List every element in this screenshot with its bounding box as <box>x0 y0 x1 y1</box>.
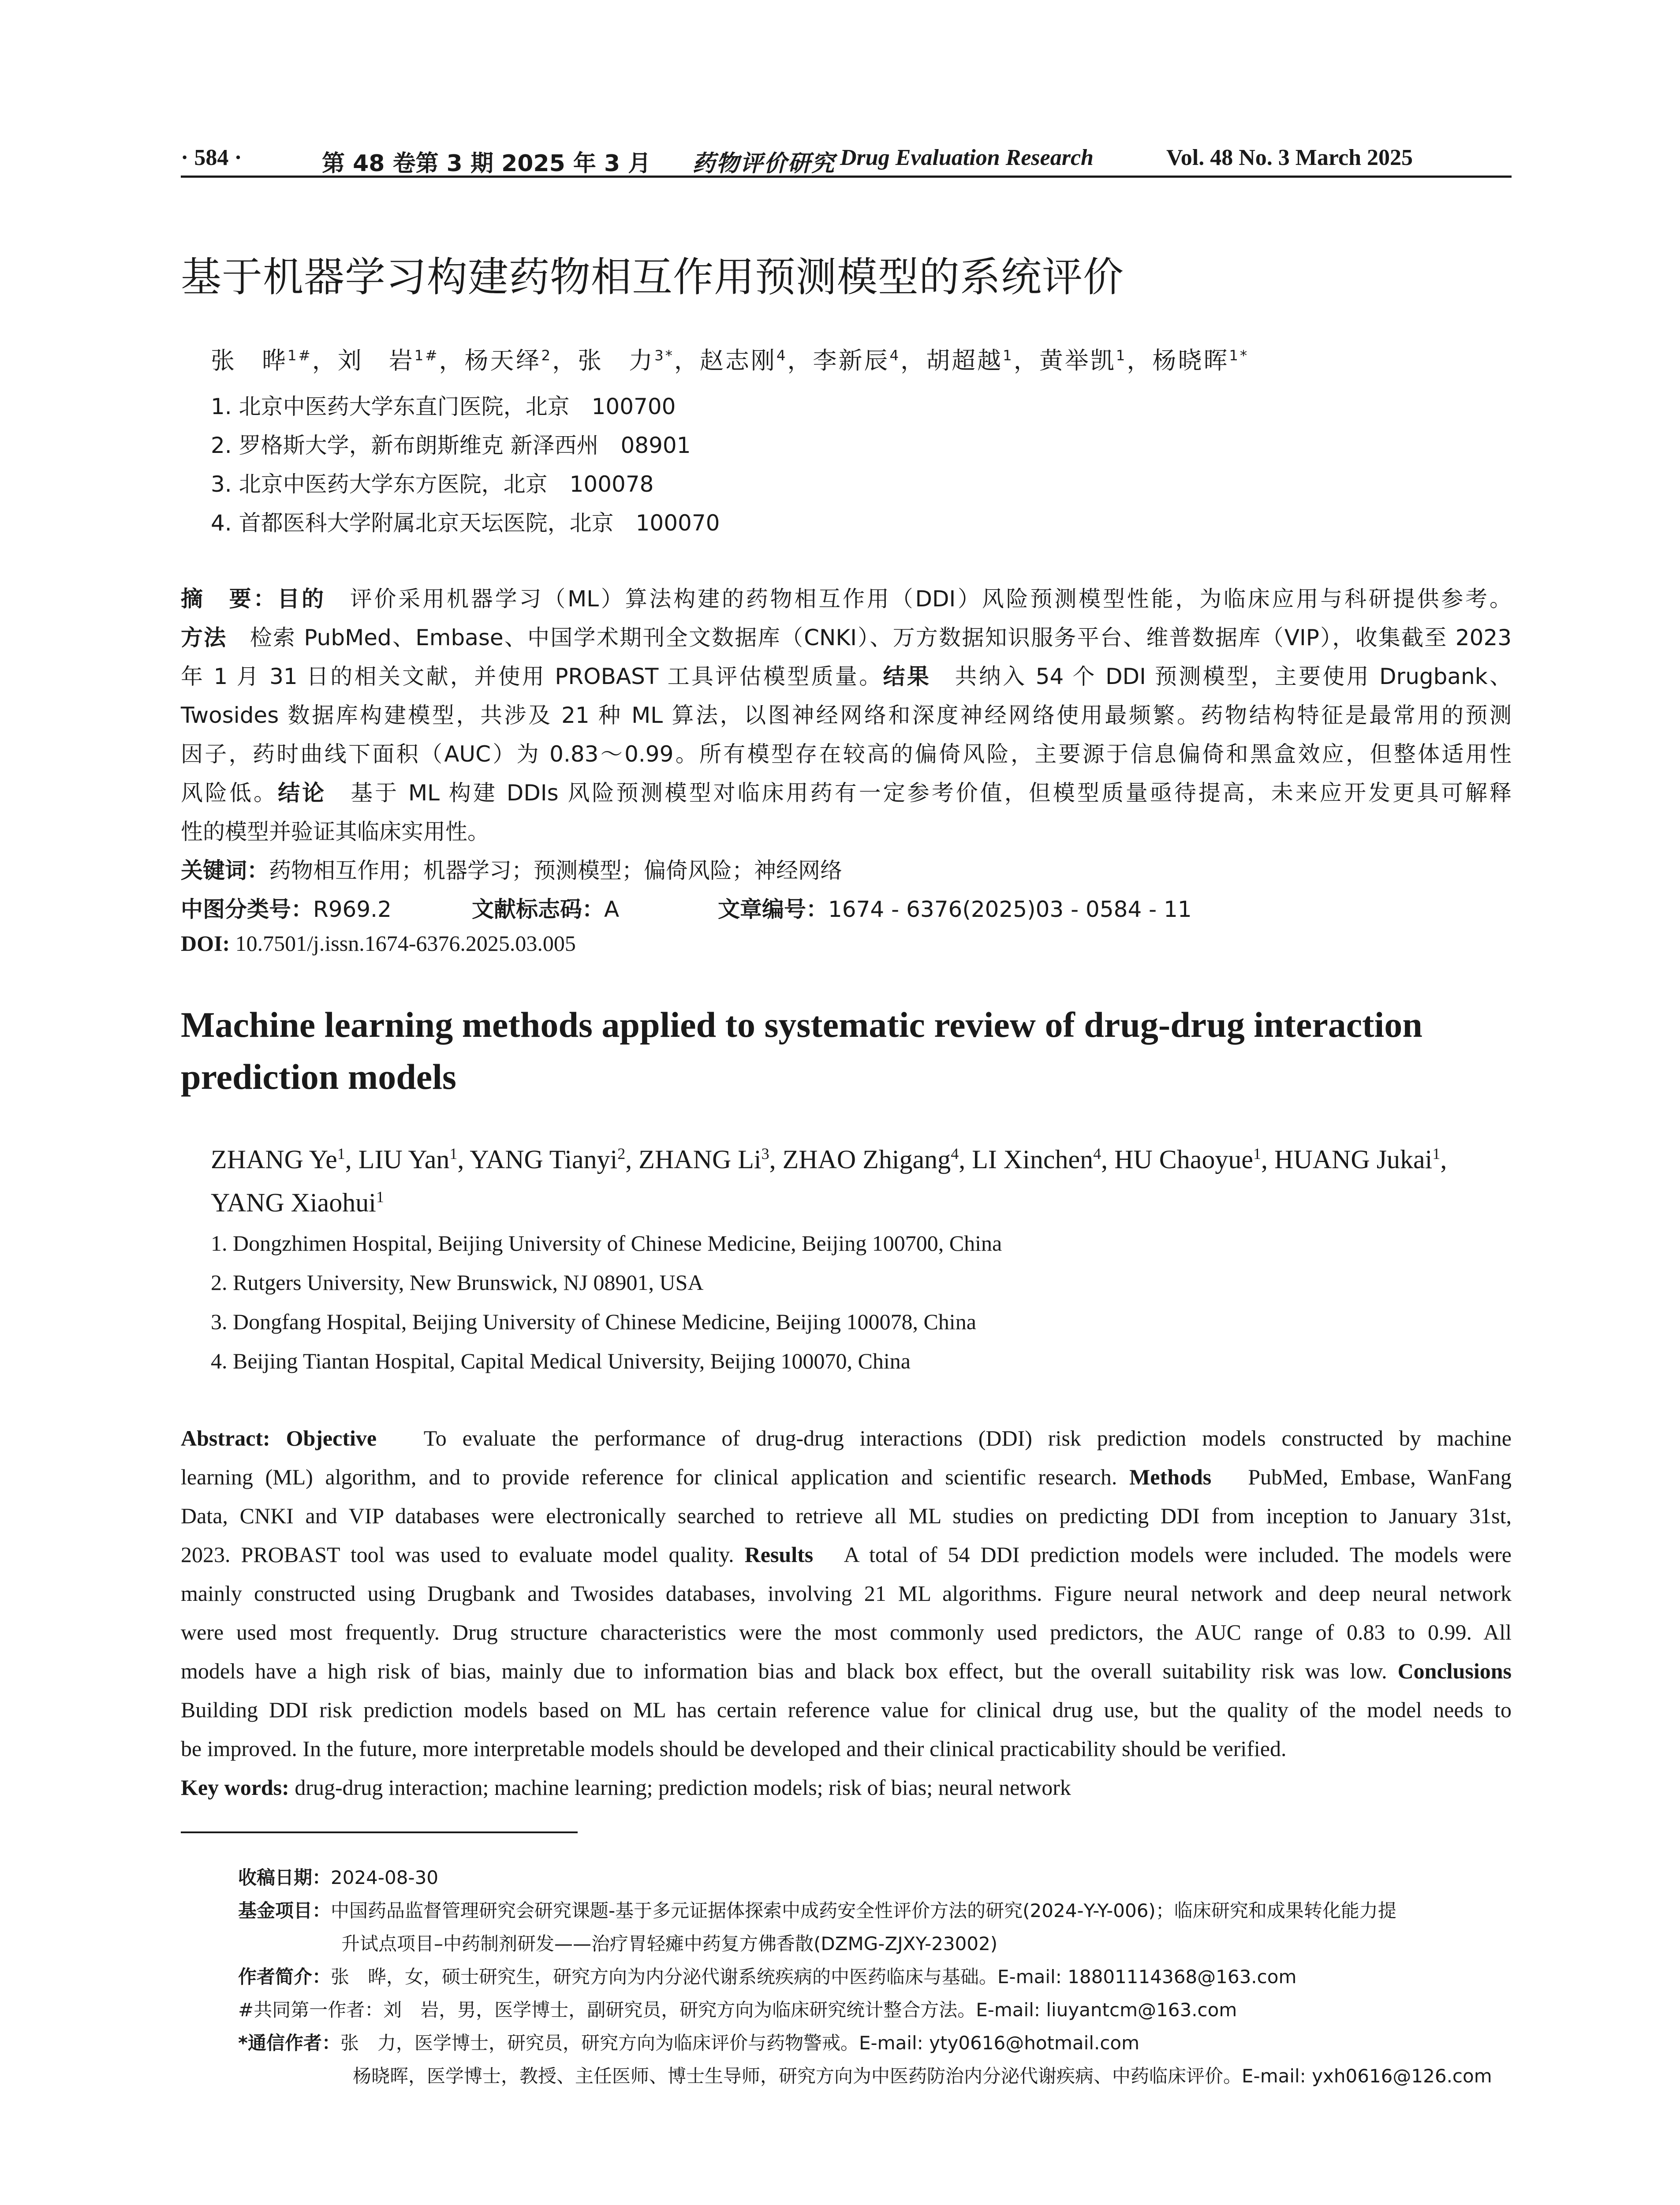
page-number: · 584 · <box>181 145 242 170</box>
author-separator: , <box>1440 1145 1447 1174</box>
author-affiliation-marker: 1 <box>449 1145 458 1162</box>
en-abstract-label: Abstract: <box>181 1426 270 1450</box>
author-affiliation-marker: 1 <box>337 1145 345 1162</box>
clc-number: R969.2 <box>313 897 392 922</box>
issue-en: Vol. 48 No. 3 March 2025 <box>1166 145 1413 170</box>
en-abstract-line: models have a high risk of bias, mainly due to information bias and black box effect, but the overall suitability risk was low. Conclusions <box>181 1659 1512 1683</box>
doi-value: 10.7501/j.issn.1674-6376.2025.03.005 <box>235 931 576 956</box>
author-separator: , <box>457 1145 470 1174</box>
author-name: LIU Yan <box>358 1145 450 1174</box>
author-separator: , <box>345 1145 358 1174</box>
author-name: 张 力 <box>578 347 655 374</box>
cn-affiliation: 4. 首都医科大学附属北京天坛医院，北京 100070 <box>211 510 720 536</box>
author-name: 刘 岩 <box>337 347 414 374</box>
en-author-list <box>211 1138 1512 1224</box>
cn-author-list <box>211 342 1249 376</box>
cn-affiliation: 2. 罗格斯大学，新布朗斯维克 新泽西州 08901 <box>211 433 691 458</box>
author-affiliation-marker: 1 <box>1432 1145 1441 1162</box>
cn-abstract-line: Twosides 数据库构建模型，共涉及 21 种 ML 算法，以图神经网络和深度神经网络使用最频繁。药物结构特征是最常用的预测 <box>181 703 1512 728</box>
author-affiliation-marker: 3 <box>761 1145 769 1162</box>
fund-item-cont: 升试点项目–中药制剂研发——治疗胃轻瘫中药复方佛香散(DZMG-ZJXY-23002) <box>341 1933 998 1955</box>
running-header <box>181 137 1512 176</box>
author-name: ZHAO Zhigang <box>782 1145 951 1174</box>
author-affiliation-marker: 1 <box>1003 347 1014 364</box>
en-abstract-line: Data, CNKI and VIP databases were electronically searched to retrieve all ML studies on predicting DDI from inception to January 31st, <box>181 1503 1512 1528</box>
author-separator: ， <box>552 347 578 374</box>
en-keywords-label: Key words: <box>181 1775 289 1800</box>
author-name: 李新辰 <box>813 347 890 374</box>
author-affiliation-marker: 1 <box>1253 1145 1262 1162</box>
cn-abstract-line: 方法 检索 PubMed、Embase、中国学术期刊全文数据库（CNKI）、万方数据知识服务平台、维普数据库（VIP），收集截至 2023 <box>181 625 1512 650</box>
footnote-rule <box>181 1831 578 1833</box>
author-name: 杨晓晖 <box>1152 347 1229 374</box>
author-affiliation-marker: 1# <box>414 347 439 364</box>
en-abstract-line: were used most frequently. Drug structure characteristics were the most commonly used predictors, the AUC range of 0.83 to 0.99. All <box>181 1620 1512 1644</box>
author-bio: 作者简介：张 晔，女，硕士研究生，研究方向为内分泌代谢系统疾病的中医药临床与基础。E-mail: 18801114368@163.com <box>238 1966 1297 1988</box>
en-affiliation: 3. Dongfang Hospital, Beijing University of Chinese Medicine, Beijing 100078, China <box>211 1309 976 1334</box>
author-name: 黄举凯 <box>1039 347 1116 374</box>
author-affiliation-marker: 4 <box>776 347 788 364</box>
author-separator: ， <box>900 347 926 374</box>
en-abstract-line: mainly constructed using Drugbank and Twosides databases, involving 21 ML algorithms. Figure neural network and deep neural network <box>181 1581 1512 1606</box>
journal-cn-logo: 药物评价研究 <box>692 150 836 177</box>
cn-keywords-label: 关键词： <box>181 858 269 883</box>
issue-cn: 第 48 卷第 3 期 2025 年 3 月 <box>322 150 651 177</box>
fund-item: 基金项目：中国药品监督管理研究会研究课题-基于多元证据体探索中成药安全性评价方法的研究(2024-Y-Y-006)；临床研究和成果转化能力提 <box>238 1900 1396 1921</box>
author-affiliation-marker: 4 <box>1093 1145 1101 1162</box>
author-affiliation-marker: 1 <box>1116 347 1127 364</box>
author-separator: , <box>959 1145 972 1174</box>
co-first-author: #共同第一作者：刘 岩，男，医学博士，副研究员，研究方向为临床研究统计整合方法。E-mail: liuyantcm@163.com <box>238 1999 1237 2021</box>
en-results-label: Results <box>744 1542 814 1567</box>
author-separator: ， <box>1013 347 1039 374</box>
author-affiliation-marker: 2 <box>617 1145 626 1162</box>
cn-results-label: 结果 <box>883 664 931 689</box>
en-objective-label: Objective <box>286 1426 377 1450</box>
author-separator: ， <box>1127 347 1153 374</box>
en-keywords: Key words: drug-drug interaction; machine learning; prediction models; risk of bias; neural network <box>181 1775 1071 1800</box>
author-separator: ， <box>312 347 338 374</box>
cn-abstract-line: 年 1 月 31 日的相关文献，并使用 PROBAST 工具评估模型质量。结果 共纳入 54 个 DDI 预测模型，主要使用 Drugbank、 <box>181 664 1512 689</box>
author-affiliation-marker: 2 <box>541 347 553 364</box>
author-name: 胡超越 <box>926 347 1003 374</box>
received-date: 收稿日期：2024-08-30 <box>238 1867 439 1888</box>
author-separator: ， <box>787 347 813 374</box>
author-affiliation-marker: 4 <box>951 1145 959 1162</box>
cn-abstract-line: 风险低。结论 基于 ML 构建 DDIs 风险预测模型对临床用药有一定参考价值，但模型质量亟待提高，未来应开发更具可解释 <box>181 780 1512 806</box>
author-name: LI Xinchen <box>972 1145 1094 1174</box>
author-affiliation-marker: 4 <box>889 347 901 364</box>
author-separator: , <box>1101 1145 1115 1174</box>
journal-en: Drug Evaluation Research <box>840 145 1094 170</box>
author-separator: , <box>769 1145 783 1174</box>
author-affiliation-marker: 3* <box>654 347 674 364</box>
en-abstract-line: 2023. PROBAST tool was used to evaluate model quality. Results A total of 54 DDI prediction models were included. The models were <box>181 1542 1512 1567</box>
cn-abstract-line: 摘 要：目的 评价采用机器学习（ML）算法构建的药物相互作用（DDI）风险预测模型性能，为临床应用与科研提供参考。 <box>181 586 1512 612</box>
en-affiliation: 2. Rutgers University, New Brunswick, NJ 08901, USA <box>211 1270 704 1295</box>
cn-objective-label: 目的 <box>277 586 326 612</box>
author-name: 赵志刚 <box>699 347 777 374</box>
en-affiliation: 4. Beijing Tiantan Hospital, Capital Medical University, Beijing 100070, China <box>211 1349 911 1373</box>
en-abstract-line: be improved. In the future, more interpretable models should be developed and their clinical practicability should be verified. <box>181 1736 1287 1761</box>
cn-affiliation: 1. 北京中医药大学东直门医院，北京 100700 <box>211 394 676 419</box>
cn-abstract-line: 性的模型并验证其临床实用性。 <box>181 819 489 845</box>
cn-methods-label: 方法 <box>181 625 227 650</box>
cn-abstract-line: 因子，药时曲线下面积（AUC）为 0.83～0.99。所有模型存在较高的偏倚风险，主要源于信息偏倚和黑盒效应，但整体适用性 <box>181 741 1512 767</box>
cn-classification-row: 中图分类号：R969.2 文献标志码：A 文章编号：1674 - 6376(2025)03 - 0584 - 11 <box>181 897 1192 922</box>
corresponding-author-2: 杨晓晖，医学博士，教授、主任医师、博士生导师，研究方向为中医药防治内分泌代谢疾病、中药临床评价。E-mail: yxh0616@126.com <box>353 2065 1492 2087</box>
author-separator: ， <box>439 347 465 374</box>
cn-title: 基于机器学习构建药物相互作用预测模型的系统评价 <box>181 254 1124 301</box>
author-name: 张 晔 <box>211 347 287 374</box>
cn-keywords: 关键词：药物相互作用；机器学习；预测模型；偏倚风险；神经网络 <box>181 858 842 883</box>
cn-abstract-label: 摘 要： <box>181 586 278 612</box>
doi-label: DOI: <box>181 931 230 956</box>
author-name: 杨天绎 <box>464 347 541 374</box>
author-separator: ， <box>674 347 700 374</box>
author-name: YANG Xiaohui <box>211 1188 376 1217</box>
document-code: A <box>604 897 620 922</box>
author-name: HUANG Jukai <box>1274 1145 1433 1174</box>
en-affiliation: 1. Dongzhimen Hospital, Beijing University of Chinese Medicine, Beijing 100700, China <box>211 1231 1002 1256</box>
en-abstract-line: Building DDI risk prediction models based on ML has certain reference value for clinical drug use, but the quality of the model needs to <box>181 1697 1512 1722</box>
author-affiliation-marker: 1 <box>376 1188 384 1206</box>
author-affiliation-marker: 1# <box>287 347 312 364</box>
author-name: YANG Tianyi <box>470 1145 618 1174</box>
cn-affiliation: 3. 北京中医药大学东方医院，北京 100078 <box>211 471 654 497</box>
author-separator: , <box>625 1145 639 1174</box>
author-affiliation-marker: 1* <box>1229 347 1249 364</box>
author-separator: , <box>1261 1145 1275 1174</box>
cn-conclusion-label: 结论 <box>278 780 327 806</box>
article-number: 1674 - 6376(2025)03 - 0584 - 11 <box>828 897 1192 922</box>
author-name: HU Chaoyue <box>1114 1145 1254 1174</box>
author-name: ZHANG Li <box>638 1145 762 1174</box>
en-abstract-line: learning (ML) algorithm, and to provide reference for clinical application and scientific research. Methods PubMed, Embase, WanFang <box>181 1465 1512 1489</box>
corresponding-author: *通信作者：张 力，医学博士，研究员，研究方向为临床评价与药物警戒。E-mail: yty0616@hotmail.com <box>238 2032 1140 2054</box>
en-methods-label: Methods <box>1129 1465 1212 1489</box>
en-conclusions-label: Conclusions <box>1397 1659 1512 1683</box>
author-name: ZHANG Ye <box>211 1145 337 1174</box>
en-abstract-line: Abstract: Objective To evaluate the performance of drug-drug interactions (DDI) risk prediction models constructed by machine <box>181 1426 1512 1450</box>
doi-line <box>181 931 1512 956</box>
en-title: Machine learning methods applied to systematic review of drug-drug interaction prediction models <box>181 1005 1422 1097</box>
header-rule <box>181 176 1512 178</box>
